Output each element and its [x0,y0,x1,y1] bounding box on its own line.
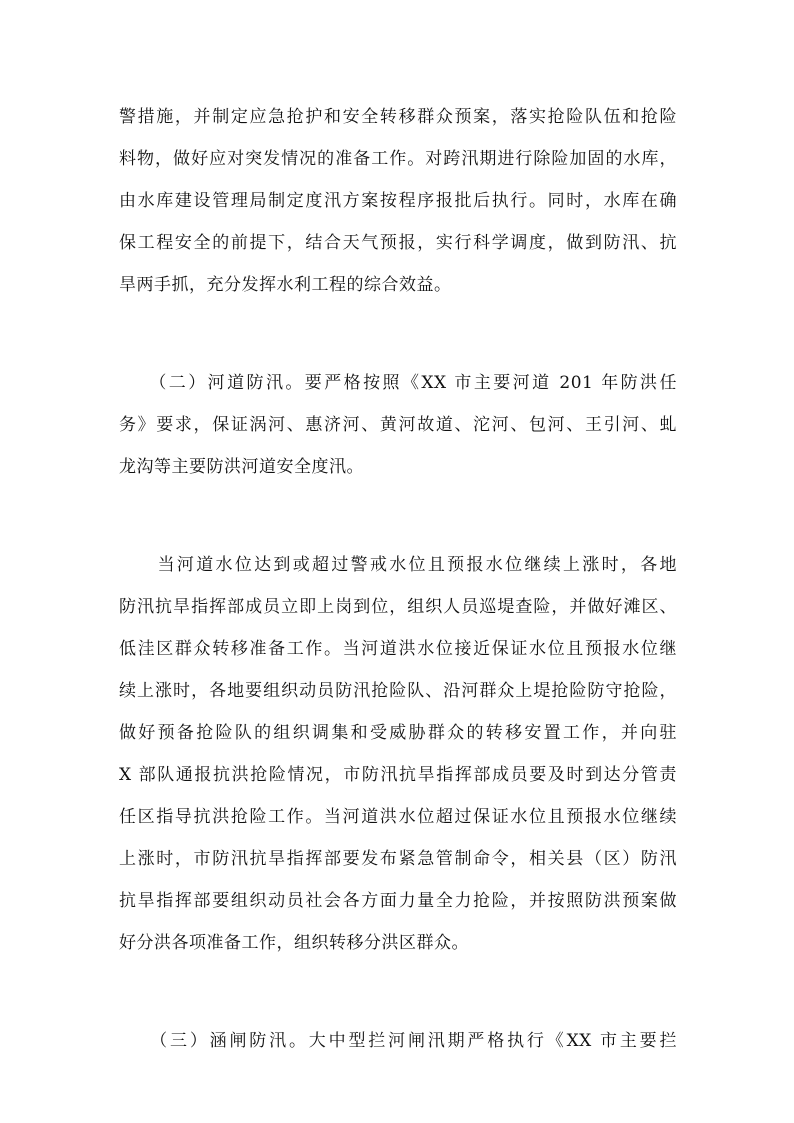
text-line: 保工程安全的前提下，结合天气预报，实行科学调度，做到防汛、抗 [119,233,677,253]
paragraph-reservoir [119,96,677,306]
text-line: 警措施，并制定应急抢护和安全转移群众预案，落实抢险队伍和抢险 [119,107,677,127]
text-line: 务》要求，保证涡河、惠济河、黄河故道、沱河、包河、王引河、虬 [119,415,677,435]
text-line: 抗旱指挥部要组织动员社会各方面力量全力抢险，并按照防洪预案做 [119,891,677,911]
paragraph-gap [119,306,677,362]
text-line: 低洼区群众转移准备工作。当河道洪水位接近保证水位且预报水位继 [119,639,677,659]
text-line: 由水库建设管理局制定度汛方案按程序报批后执行。同时，水库在确 [119,191,677,211]
paragraph-gap [119,488,677,544]
text-line: 当河道水位达到或超过警戒水位且预报水位继续上涨时，各地 [119,555,677,575]
paragraph-water-level-response [119,544,677,964]
paragraph-sluice-flood-control [119,1020,677,1062]
text-line: 做好预备抢险队的组织调集和受威胁群众的转移安置工作，并向驻 [119,723,677,743]
text-line: 料物，做好应对突发情况的准备工作。对跨汛期进行除险加固的水库， [119,149,677,169]
text-line: 续上涨时，各地要组织动员防汛抢险队、沿河群众上堤抢险防守抢险， [119,681,677,701]
paragraph-gap [119,964,677,1020]
text-line: 上涨时，市防汛抗旱指挥部要发布紧急管制命令，相关县（区）防汛 [119,849,677,869]
text-line: 防汛抗旱指挥部成员立即上岗到位，组织人员巡堤查险，并做好滩区、 [119,597,677,617]
text-line: （二）河道防汛。要严格按照《XX 市主要河道 201 年防洪任 [119,373,677,393]
text-line: X 部队通报抗洪抢险情况，市防汛抗旱指挥部成员要及时到达分管责 [119,765,677,785]
document-page [119,96,677,1062]
text-line: 旱两手抓，充分发挥水利工程的综合效益。 [119,275,452,295]
text-line: 好分洪各项准备工作，组织转移分洪区群众。 [119,933,469,953]
text-line: 任区指导抗洪抢险工作。当河道洪水位超过保证水位且预报水位继续 [119,807,677,827]
text-line: （三）涵闸防汛。大中型拦河闸汛期严格执行《XX 市主要拦 [119,1031,677,1051]
paragraph-river-flood-control [119,362,677,488]
text-line: 龙沟等主要防洪河道安全度汛。 [119,457,364,477]
